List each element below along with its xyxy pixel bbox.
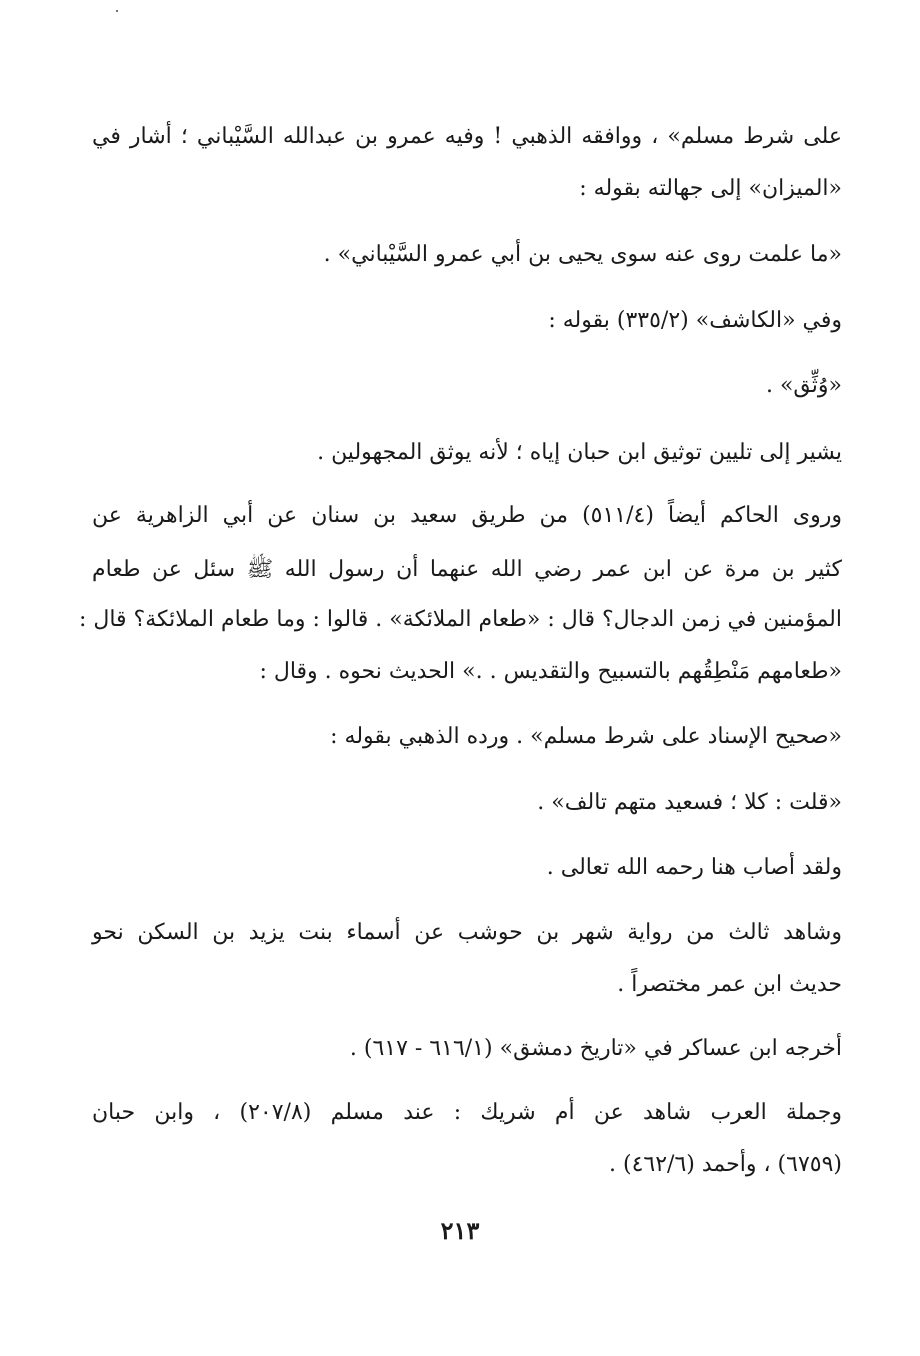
text-line: يشير إلى تليين توثيق ابن حبان إياه ؛ لأنه يوثق المجهولين . xyxy=(317,440,842,465)
text-line: وفي «الكاشف» (٣٣٥/٢) بقوله : xyxy=(548,308,842,333)
text-line: على شرط مسلم» ، ووافقه الذهبي ! وفيه عمرو بن عبدالله السَّيْباني ؛ أشار في xyxy=(92,124,842,149)
text-line: وشاهد ثالث من رواية شهر بن حوشب عن أسماء بنت يزيد بن السكن نحو xyxy=(92,920,842,945)
quote-line: «صحيح الإسناد على شرط مسلم» . ورده الذهبي بقوله : xyxy=(330,724,842,749)
text-line: وجملة العرب شاهد عن أم شريك : عند مسلم (٢٠٧/٨) ، وابن حبان xyxy=(92,1100,842,1125)
text-line: وروى الحاكم أيضاً (٥١١/٤) من طريق سعيد بن سنان عن أبي الزاهرية عن xyxy=(92,503,842,528)
text-line: «طعامهم مَنْطِقُهم بالتسبيح والتقديس . .» الحديث نحوه . وقال : xyxy=(259,659,842,684)
text-line: المؤمنين في زمن الدجال؟ قال : «طعام الملائكة» . قالوا : وما طعام الملائكة؟ قال : xyxy=(78,607,842,632)
text-line: (٦٧٥٩) ، وأحمد (٤٦٢/٦) . xyxy=(609,1152,842,1177)
text-line: حديث ابن عمر مختصراً . xyxy=(617,972,842,997)
text-line: «الميزان» إلى جهالته بقوله : xyxy=(579,176,842,201)
scan-speck xyxy=(116,10,118,12)
quote-line: «وُثِّق» . xyxy=(765,373,842,398)
text-line: ولقد أصاب هنا رحمه الله تعالى . xyxy=(546,855,842,880)
quote-line: «ما علمت روى عنه سوى يحيى بن أبي عمرو السَّيْباني» . xyxy=(323,242,842,267)
text-line: كثير بن مرة عن ابن عمر رضي الله عنهما أن رسول الله ﷺ سئل عن طعام xyxy=(92,557,842,582)
page-number: ٢١٣ xyxy=(440,1216,480,1245)
text-line: أخرجه ابن عساكر في «تاريخ دمشق» (٦١٦/١ - ٦١٧) . xyxy=(349,1036,842,1061)
quote-line: «قلت : كلا ؛ فسعيد متهم تالف» . xyxy=(537,790,842,815)
